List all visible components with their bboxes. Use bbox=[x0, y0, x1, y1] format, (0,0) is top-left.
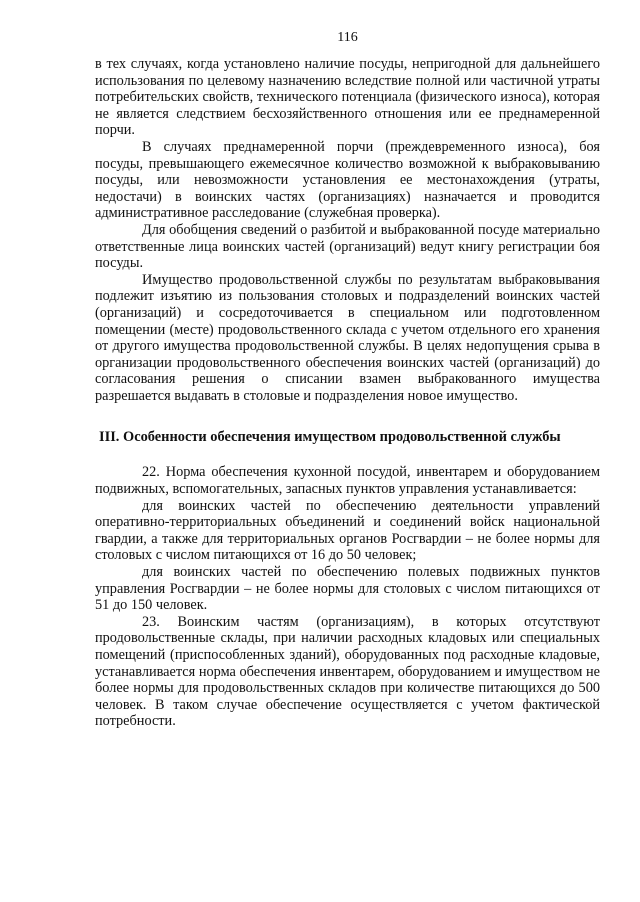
paragraph-continuation: в тех случаях, когда установлено наличие посуды, непригодной для дальнейшего использования по целевому назначению вследствие полной или частичной утраты потребительских свойств, технического потенциала (физического износа), которая не является следствием бесхозяйственного отношения или ее преднамеренной порчи. bbox=[95, 56, 600, 139]
page-number: 116 bbox=[337, 30, 358, 45]
paragraph-breakage-register: Для обобщения сведений о разбитой и выбракованной посуде материально ответственные лица воинских частей (организаций) ведут книгу регистрации боя посуды. bbox=[95, 221, 600, 272]
paragraph-item-23: 23. Воинским частям (организациям), в которых отсутствуют продовольственные склады, при наличии расходных кладовых или специальных помещений (приспособленных зданий), оборудованных под расходные кладовые, устанавливается норма обеспечения инвентарем, оборудованием и имуществом не более нормы для продовольственных складов при количестве питающихся до 500 человек. В таком случае обеспечение осуществляется с учетом фактической потребности. bbox=[95, 613, 600, 730]
paragraph-item-22-a: для воинских частей по обеспечению деятельности управлений оперативно-территориальных объединений и соединений войск национальной гвардии, а также для территориальных органов Росгвардии – не более нормы для столовых с числом питающихся от 16 до 50 человек; bbox=[95, 497, 600, 564]
paragraph-property-withdrawal: Имущество продовольственной службы по результатам выбраковывания подлежит изъятию из пользования столовых и подразделений воинских частей (организаций) и сосредоточивается в специальном или подготовленном помещении (месте) продовольственного склада с учетом отдельного его хранения от другого имущества продовольственной службы. В целях недопущения срыва в организации продовольственного обеспечения воинских частей (организаций) до согласования решения о списании взамен выбракованного имущества разрешается выдавать в столовые и подразделения новое имущество. bbox=[95, 271, 600, 404]
section-heading: III. Особенности обеспечения имуществом продовольственной службы bbox=[99, 429, 561, 446]
paragraph-item-22-b: для воинских частей по обеспечению полевых подвижных пунктов управления Росгвардии – не более нормы для столовых с числом питающихся от 51 до 150 человек. bbox=[95, 564, 600, 614]
paragraph-deliberate-damage: В случаях преднамеренной порчи (преждевременного износа), боя посуды, превышающего ежемесячное количество возможной к выбраковыванию посуды, или невозможности установления ее местонахождения (утраты, недостачи) в воинских частях (организациях) назначается и проводится административное расследование (служебная проверка). bbox=[95, 138, 600, 222]
paragraph-item-22: 22. Норма обеспечения кухонной посудой, инвентарем и оборудованием подвижных, вспомогательных, запасных пунктов управления устанавливается: bbox=[95, 464, 600, 498]
